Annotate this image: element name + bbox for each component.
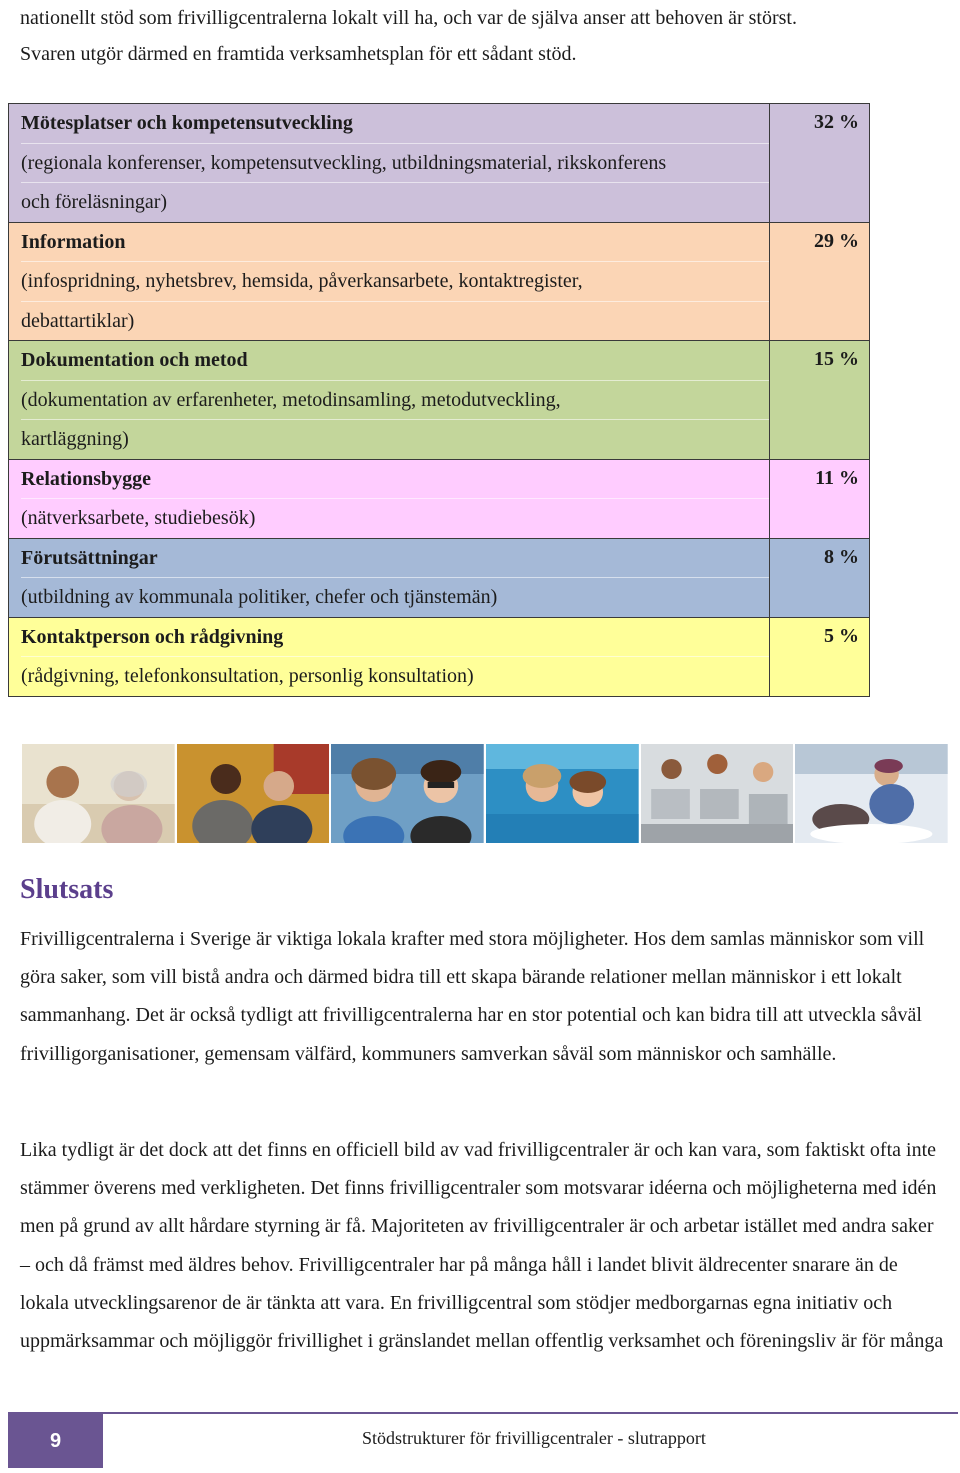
priority-description: (infospridning, nyhetsbrev, hemsida, påverkansarbete, kontaktregister, [21, 262, 769, 302]
priority-row [9, 222, 870, 341]
photo-swimming [486, 744, 639, 843]
intro-line-1: nationellt stöd som frivilligcentralerna lokalt vill ha, och var de själva anser att behoven är störst. [20, 7, 797, 29]
priority-title: Information [21, 223, 769, 263]
page-number: 9 [8, 1414, 103, 1468]
priority-row [9, 459, 870, 538]
priority-description: (regionala konferenser, kompetensutveckling, utbildningsmaterial, rikskonferens [21, 144, 769, 184]
priorities-table [8, 103, 870, 697]
priority-description: (dokumentation av erfarenheter, metodinsamling, metodutveckling, [21, 381, 769, 421]
footer-title: Stödstrukturer för frivilligcentraler - slutrapport [362, 1428, 706, 1448]
priority-title: Förutsättningar [21, 539, 769, 579]
photo-computers [641, 744, 794, 843]
priority-description: (nätverksarbete, studiebesök) [21, 507, 256, 529]
conclusion-paragraph-2: Lika tydligt är det dock att det finns en officiell bild av vad frivilligcentraler är och kan vara, som faktiskt ofta inte stämmer överens med verkligheten. Det finns frivilligcentraler som motsvarar idéerna och möjligheterna med idén men på grund av allt hårdare styrning är få. Majoriteten av frivilligcentraler är och arbetar istället med andra saker – och då främst med äldres behov. Frivilligcentraler har på många håll i landet blivit äldrecenter snarare än de lokala utvecklingsarenor de är tänkta att vara. En frivilligcentral som stödjer medborgarnas egna initiativ och uppmärksammar och möjliggör frivillighet i gränslandet mellan offentlig verksamhet och föreningsliv är för många [20, 1139, 944, 1353]
priority-percent: 11 % [815, 466, 859, 489]
priority-row [9, 617, 870, 696]
priority-percent: 5 % [824, 624, 859, 647]
priority-title: Kontaktperson och rådgivning [21, 618, 769, 658]
priority-description: (utbildning av kommunala politiker, chefer och tjänstemän) [21, 586, 498, 608]
priority-row [9, 104, 870, 223]
priority-percent: 32 % [814, 111, 859, 133]
section-heading: Slutsats [20, 874, 114, 905]
priority-description: (rådgivning, telefonkonsultation, personlig konsultation) [21, 665, 474, 687]
priority-description: kartläggning) [21, 428, 129, 450]
photo-men [177, 744, 330, 843]
priority-description: och föreläsningar) [21, 191, 168, 213]
priority-description: debattartiklar) [21, 309, 135, 332]
photo-snow [795, 744, 948, 843]
intro-text [20, 0, 950, 72]
priority-row [9, 538, 870, 617]
priority-percent: 8 % [824, 545, 859, 568]
priority-row [9, 341, 870, 460]
priority-percent: 29 % [814, 229, 859, 252]
footer-divider [8, 1412, 958, 1414]
priority-title: Dokumentation och metod [21, 341, 769, 381]
priority-title: Mötesplatser och kompetensutveckling [21, 104, 769, 144]
priority-percent: 15 % [814, 348, 859, 370]
photo-teenagers [331, 744, 484, 843]
photo-strip [22, 744, 948, 843]
conclusion-paragraph-1: Frivilligcentralerna i Sverige är viktiga lokala krafter med stora möjligheter. Hos dem samlas människor som vill göra saker, som vill bistå andra och därmed bidra till ett skapa bärande relationer mellan människor i ett lokalt sammanhang. Det är också tydligt att frivilligcentralerna har en stor potential och kan bidra till att utveckla såväl frivilligorganisationer, gemensam välfärd, kommuners samverkan såväl som människor och samhälle. [20, 928, 925, 1065]
priority-title: Relationsbygge [21, 460, 769, 500]
photo-women [22, 744, 175, 843]
intro-line-2: Svaren utgör därmed en framtida verksamhetsplan för ett sådant stöd. [20, 43, 577, 65]
